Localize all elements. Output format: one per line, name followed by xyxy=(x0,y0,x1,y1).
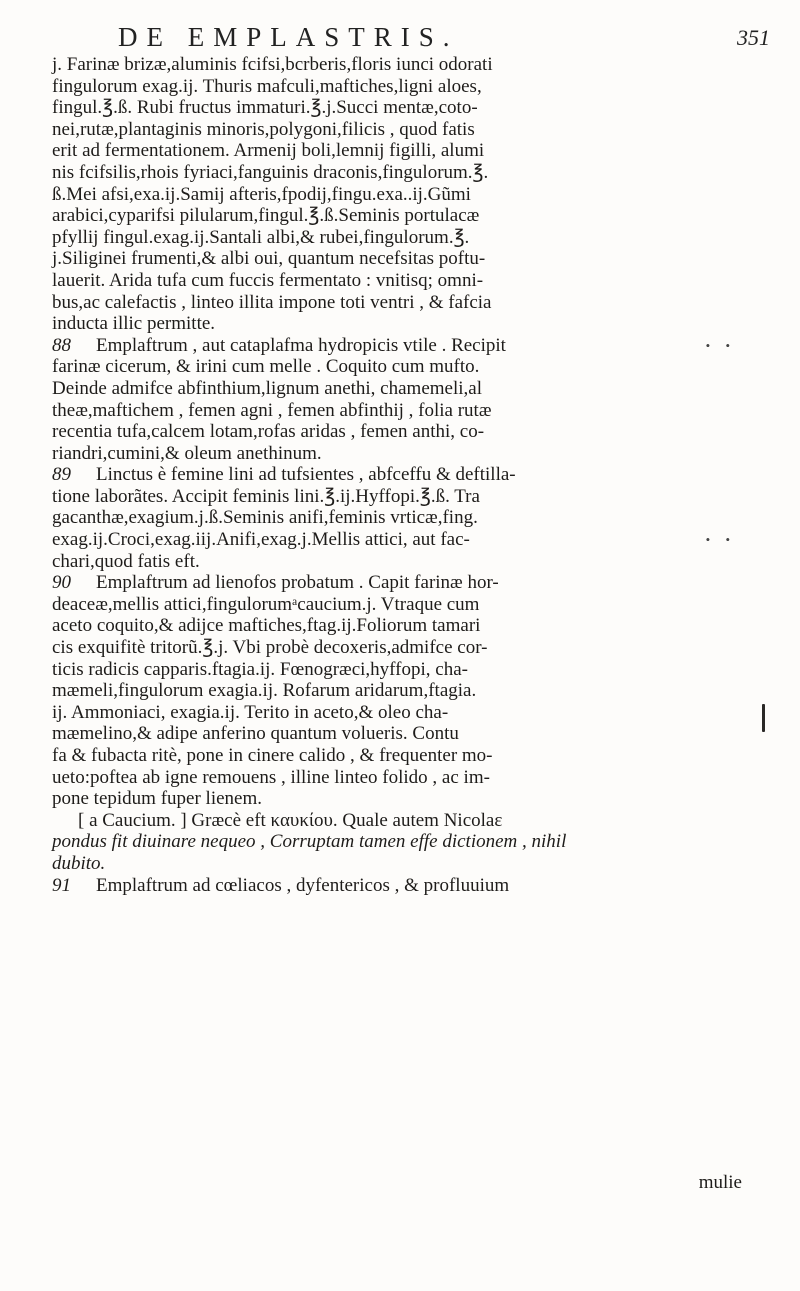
text-line xyxy=(52,637,752,659)
line-text: farinæ cicerum, & irini cum melle . Coquito cum mufto. xyxy=(52,356,480,378)
line-text: tione laborãtes. Accipit feminis lini.℥.ij.Hyffopi.℥.ß. Tra xyxy=(52,485,480,507)
line-text: aceto coquito,& adijce maftiches,ftag.ij.Foliorum tamari xyxy=(52,615,481,637)
line-text: dubito. xyxy=(52,852,106,874)
section-number: 88 xyxy=(52,334,71,356)
page-number: 351 xyxy=(737,25,770,50)
running-title: DE EMPLASTRIS. xyxy=(118,22,459,52)
line-text: Emplaftrum , aut cataplafma hydropicis vtile . Recipit xyxy=(96,334,506,356)
line-text: gacanthæ,exagium.j.ß.Seminis anifi,feminis vrticæ,fing. xyxy=(52,507,478,529)
text-line xyxy=(52,292,752,314)
text-line xyxy=(52,356,752,378)
text-line xyxy=(52,594,752,616)
line-text: arabici,cyparifsi pilularum,fingul.℥.ß.Seminis portulacæ xyxy=(52,205,480,227)
body-text xyxy=(52,54,752,896)
text-line xyxy=(52,659,752,681)
text-line xyxy=(52,745,752,767)
line-text: ueto:poftea ab igne remouens , illine linteo folido , ac im- xyxy=(52,766,490,788)
text-line xyxy=(52,378,752,400)
line-text: cis exquifitè tritorũ.℥.j. Vbi probè decoxeris,admifce cor- xyxy=(52,637,488,659)
text-line xyxy=(52,572,752,594)
margin-dots: • • xyxy=(705,532,736,548)
line-text: Emplaftrum ad cœliacos , dyfentericos , & profluuium xyxy=(96,874,510,896)
text-line xyxy=(52,529,752,551)
text-line xyxy=(52,831,752,853)
text-line xyxy=(52,140,752,162)
line-text: deaceæ,mellis attici,fingulorumᵃcaucium.j. Vtraque cum xyxy=(52,593,480,615)
text-line xyxy=(52,486,752,508)
text-line xyxy=(52,54,752,76)
line-text: inducta illic permitte. xyxy=(52,313,216,335)
text-line xyxy=(52,76,752,98)
line-text: j.Siliginei frumenti,& albi oui, quantum necefsitas poftu- xyxy=(52,248,486,270)
page-header xyxy=(118,14,778,54)
catchword: mulie xyxy=(698,1172,742,1193)
text-line xyxy=(52,875,752,897)
text-line xyxy=(52,853,752,875)
text-line xyxy=(52,248,752,270)
line-text: nis fcifsilis,rhois fyriaci,fanguinis draconis,fingulorum.℥. xyxy=(52,161,489,183)
line-text: fa & fubacta ritè, pone in cinere calido , & frequenter mo- xyxy=(52,745,493,766)
line-text: recentia tufa,calcem lotam,rofas aridas , femen anthi, co- xyxy=(52,421,485,443)
section-number: 89 xyxy=(52,464,71,486)
text-line xyxy=(52,400,752,422)
text-line xyxy=(52,464,752,486)
text-line xyxy=(52,615,752,637)
line-text: Deinde admifce abfinthium,lignum anethi, chamemeli,al xyxy=(52,377,482,399)
line-text: fingul.℥.ß. Rubi fructus immaturi.℥.j.Succi mentæ,coto- xyxy=(52,97,478,119)
text-line xyxy=(52,184,752,206)
line-text: bus,ac calefactis , linteo illita impone toti ventri , & fafcia xyxy=(52,291,492,313)
line-text: pone tepidum fuper lienem. xyxy=(52,788,262,810)
text-line xyxy=(52,810,752,832)
text-line xyxy=(52,270,752,292)
line-text: Linctus è femine lini ad tufsientes , abfceffu & deftilla- xyxy=(96,464,516,486)
text-line xyxy=(52,421,752,443)
text-line xyxy=(52,723,752,745)
text-line xyxy=(52,313,752,335)
margin-rule xyxy=(762,704,765,732)
text-line xyxy=(52,507,752,529)
text-line xyxy=(52,551,752,573)
line-text: fingulorum exag.ij. Thuris mafculi,maftiches,ligni aloes, xyxy=(52,75,482,97)
line-text: mæmelino,& adipe anferino quantum volueris. Contu xyxy=(52,723,459,745)
text-line xyxy=(52,205,752,227)
text-line xyxy=(52,767,752,789)
text-line xyxy=(52,702,752,724)
line-text: nei,rutæ,plantaginis minoris,polygoni,filicis , quod fatis xyxy=(52,118,475,140)
line-text: j. Farinæ brizæ,aluminis fcifsi,bcrberis,floris iunci odorati xyxy=(52,54,493,75)
line-text: ß.Mei afsi,exa.ij.Samij afteris,fpodij,fingu.exa..ij.Gũmi xyxy=(52,183,471,205)
text-line xyxy=(52,443,752,465)
line-text: pfyllij fingul.exag.ij.Santali albi,& rubei,fingulorum.℥. xyxy=(52,226,470,248)
line-text: erit ad fermentationem. Armenij boli,lemnij figilli, alumi xyxy=(52,140,485,162)
text-line xyxy=(52,335,752,357)
line-text: lauerit. Arida tufa cum fuccis fermentato : vnitisq; omni- xyxy=(52,269,484,291)
line-text: ticis radicis capparis.ftagia.ij. Fœnogræci,hyffopi, cha- xyxy=(52,658,468,680)
text-line xyxy=(52,788,752,810)
text-line xyxy=(52,119,752,141)
text-line xyxy=(52,680,752,702)
line-text: mæmeli,fingulorum exagia.ij. Rofarum aridarum,ftagia. xyxy=(52,680,477,702)
line-text: pondus fit diuinare nequeo , Corruptam tamen effe dictionem , nihil xyxy=(52,831,567,853)
line-text: theæ,maftichem , femen agni , femen abfinthij , folia rutæ xyxy=(52,399,492,421)
line-text: ij. Ammoniaci, exagia.ij. Terito in aceto,& oleo cha- xyxy=(52,701,449,723)
line-text: chari,quod fatis eft. xyxy=(52,550,200,572)
line-text: [ a Caucium. ] Græcè eft καυκίου. Quale autem Nicolaɛ xyxy=(78,809,503,831)
text-line xyxy=(52,162,752,184)
line-text: exag.ij.Croci,exag.iij.Anifi,exag.j.Mellis attici, aut fac- xyxy=(52,529,470,551)
line-text: riandri,cumini,& oleum anethinum. xyxy=(52,442,322,464)
margin-dots: • • xyxy=(705,337,736,353)
line-text: Emplaftrum ad lienofos probatum . Capit farinæ hor- xyxy=(96,572,499,594)
section-number: 90 xyxy=(52,572,71,594)
text-line xyxy=(52,97,752,119)
text-line xyxy=(52,227,752,249)
section-number: 91 xyxy=(52,874,71,896)
